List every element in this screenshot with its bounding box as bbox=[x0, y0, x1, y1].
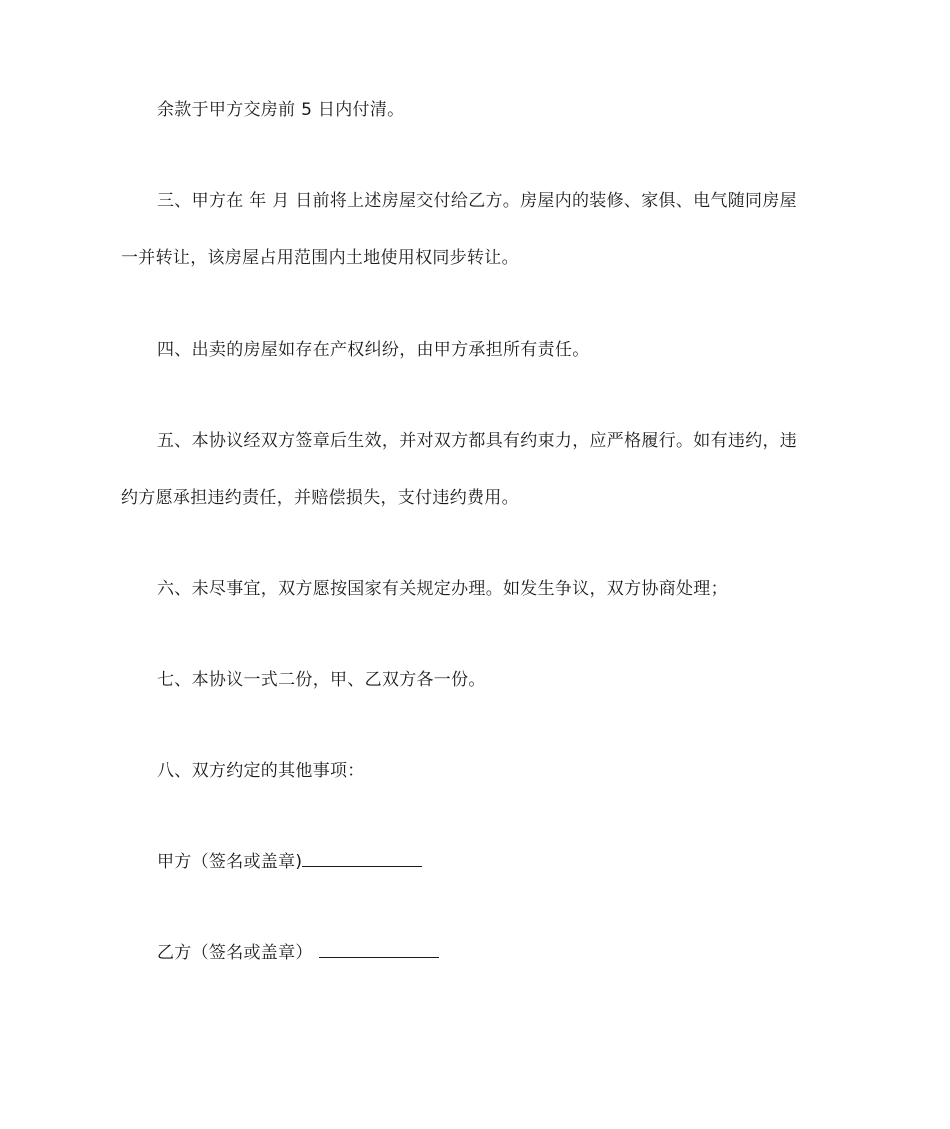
paragraph-clause-3-line-2: 一并转让，该房屋占用范围内土地使用权同步转让。 bbox=[121, 248, 519, 268]
signature-party-b bbox=[157, 941, 439, 964]
signature-party-a-blank bbox=[302, 850, 422, 867]
signature-party-a-label: 甲方（签名或盖章) bbox=[157, 852, 303, 872]
paragraph-clause-8: 八、双方约定的其他事项： bbox=[157, 761, 365, 781]
paragraph-clause-5-line-1: 五、本协议经双方签章后生效，并对双方都具有约束力，应严格履行。如有违约，违 bbox=[157, 431, 798, 451]
signature-party-a bbox=[157, 850, 422, 873]
paragraph-clause-5-line-2: 约方愿承担违约责任，并赔偿损失，支付违约费用。 bbox=[121, 488, 519, 508]
signature-party-b-blank bbox=[319, 941, 439, 958]
paragraph-clause-4: 四、出卖的房屋如存在产权纠纷，由甲方承担所有责任。 bbox=[157, 340, 590, 360]
paragraph-clause-3-line-1: 三、甲方在 年 月 日前将上述房屋交付给乙方。房屋内的装修、家俱、电气随同房屋 bbox=[157, 191, 797, 211]
paragraph-clause-6: 六、未尽事宜，双方愿按国家有关规定办理。如发生争议，双方协商处理； bbox=[157, 579, 728, 599]
paragraph-balance-payment: 余款于甲方交房前 5 日内付清。 bbox=[157, 100, 405, 120]
paragraph-clause-7: 七、本协议一式二份，甲、乙双方各一份。 bbox=[157, 670, 486, 690]
signature-party-b-label: 乙方（签名或盖章） bbox=[157, 943, 313, 963]
